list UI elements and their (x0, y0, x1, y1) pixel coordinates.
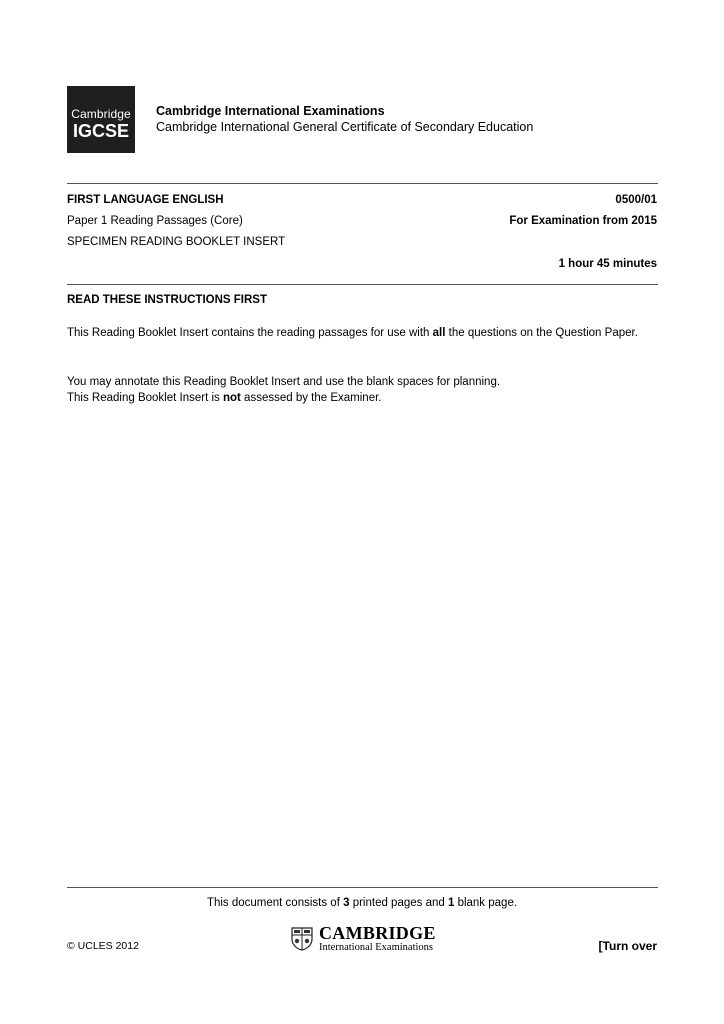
crest-icon (291, 927, 313, 951)
text: This Reading Booklet Insert contains the reading passages for use with (67, 327, 433, 339)
instructions-heading: READ THESE INSTRUCTIONS FIRST (67, 294, 267, 306)
instruction-paragraph-2 (67, 375, 657, 390)
igcse-logo (67, 86, 135, 153)
subject-title: FIRST LANGUAGE ENGLISH (67, 194, 224, 206)
divider (67, 284, 658, 285)
qualification-name: Cambridge International General Certificate of Secondary Education (156, 120, 534, 134)
cambridge-wordmark: CAMBRIDGE (319, 923, 436, 943)
duration: 1 hour 45 minutes (558, 258, 657, 270)
text: printed pages and (349, 897, 448, 909)
turn-over: [Turn over (598, 939, 657, 953)
text: assessed by the Examiner. (240, 392, 382, 404)
text: blank page. (454, 897, 518, 909)
copyright: © UCLES 2012 (67, 940, 139, 952)
syllabus-code: 0500/01 (615, 194, 657, 206)
exam-from: For Examination from 2015 (509, 215, 657, 227)
paper-name: Paper 1 Reading Passages (Core) (67, 215, 243, 227)
page-count-note (0, 897, 724, 909)
logo-line-1: Cambridge (71, 107, 131, 121)
cambridge-subtitle: International Examinations (319, 942, 434, 953)
text: This Reading Booklet Insert is (67, 392, 223, 404)
divider (67, 887, 658, 888)
insert-title: SPECIMEN READING BOOKLET INSERT (67, 236, 286, 248)
instruction-paragraph-1 (67, 326, 657, 341)
text: You may annotate this Reading Booklet Insert and use the blank spaces for planning. (67, 376, 501, 388)
printed-pages-count: 3 (343, 897, 350, 909)
text: This document consists of (206, 897, 344, 909)
emphasis: not (222, 392, 241, 404)
divider (67, 183, 658, 184)
logo-line-2: IGCSE (72, 121, 129, 141)
instruction-paragraph-3 (67, 391, 657, 406)
org-name: Cambridge International Examinations (156, 104, 385, 118)
emphasis: all (432, 327, 446, 339)
text: the questions on the Question Paper. (445, 327, 638, 339)
blank-pages-count: 1 (447, 897, 455, 909)
